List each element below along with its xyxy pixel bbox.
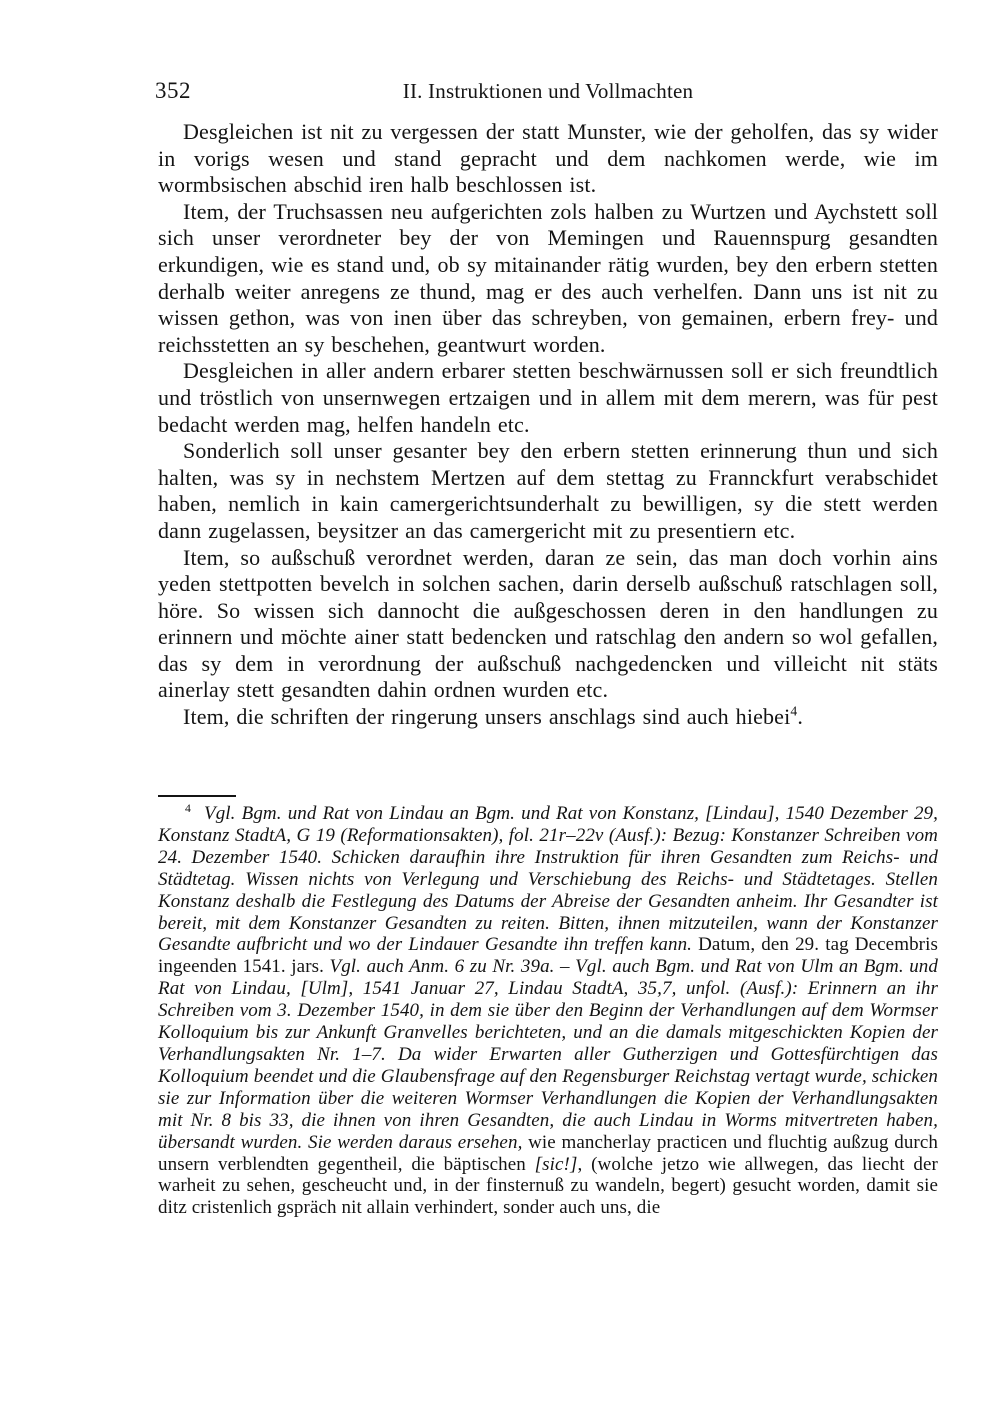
footnote-body: Vgl. Bgm. und Rat von Lindau an Bgm. und Rat von Konstanz, [Lindau], 1540 Dezember 29, Konstanz StadtA, G 19 (Reformationsakten), fol. 21r–22v (Ausf.): Bezug: Konstanzer Schreiben vom 24. Dezember 1540. Schicken daraufhin ihre Instruktion für ihren Gesandten zum Reichs- und Städtetag. Wissen nichts von Verlegung und Verschiebung des Reichs- und Städtetages. Stellen Konstanz deshalb die Festlegung des Datums der Abreise der Gesandten anheim. Ihr Gesandter ist bereit, mit dem Konstanzer Gesandten zu reiten. Bitten, ihnen mitzuteilen, wann der Konstanzer Gesandte aufbricht und wo der Lindauer Gesandte ihn treffen kann. Datum, den 29. tag Decembris ingeenden 1541. jars. Vgl. auch Anm. 6 zu Nr. 39a. – Vgl. auch Bgm. und Rat von Ulm an Bgm. und Rat von Lindau, [Ulm], 1541 Januar 27, Lindau StadtA, 35,7, unfol. (Ausf.): Erinnern an ihr Schreiben vom 3. Dezember 1540, in dem sie über den Beginn der Verhandlungen auf dem Wormser Kolloquium bis zur Ankunft Granvelles berichteten, und an die damals mitgeschickten Kopien der Verhandlungsakten Nr. 1–7. Da wider Erwarten aller Gutherzigen und Gottesfürchtigen das Kolloquium beendet und die Glaubensfrage auf den Regensburger Reichstag vertagt wurde, schicken sie zur Information über die weiteren Wormser Verhandlungen die Kopien der Verhandlungsakten mit Nr. 8 bis 33, die ihnen von ihren Gesandten, die auch Lindau in Worms mitvertreten haben, übersandt wurden. Sie werden daraus ersehen, wie mancherlay practicen und fluchtig außzug durch unsern verblendten gegentheil, die bäptischen [sic!], (wolche jetzo wie allwegen, das liecht der warheit zu sehen, gescheucht und, in der finsternuß zu wandeln, begert) gesucht worden, damit sie ditz cristenlich gspräch nit allain verhindert, sonder auch uns, die (158, 803, 938, 1219)
main-text-block (158, 119, 938, 731)
body-paragraph-3: Desgleichen in aller andern erbarer stetten beschwärnussen soll er sich freundtlich und tröstlich von unsernwegen ertzaigen und in allem mit dem merern, was für pest bedacht werden mag, helfen handeln etc. (158, 358, 938, 437)
footnote-block (158, 803, 938, 1219)
running-title: II. Instruktionen und Vollmachten (402, 79, 694, 103)
body-paragraph-1: Desgleichen ist nit zu vergessen der statt Munster, wie der geholfen, das sy wider in vorigs wesen und stand gepracht und dem nachkomen werde, wie im wormbsischen abschid iren halb beschlossen ist. (158, 119, 938, 198)
body-paragraph-6: Item, die schriften der ringerung unsers anschlags sind auch hiebei$^4$. (183, 703, 803, 730)
footnote-separator-rule (158, 795, 236, 797)
running-header (155, 78, 938, 106)
body-paragraph-4: Sonderlich soll unser gesanter bey den erbern stetten erinnerung thun und sich halten, was sy in nechstem Mertzen auf dem stettag zu Frannckfurt verabschidet haben, nemlich in kain camergerichtsunderhalt zu bewilligen, sy die stett werden dann zugelassen, beysitzer an das camergericht mit zu presentiern etc. (158, 438, 938, 543)
footnote-text (158, 803, 938, 1219)
page-number: 352 (155, 78, 191, 103)
body-paragraph-2: Item, der Truchsassen neu aufgerichten zols halben zu Wurtzen und Aychstett soll sich unser verordneter bey der von Memingen und Rauennspurg gesandten erkundigen, wie es stand und, ob sy mitainander rätig wurden, bey den erbern stetten derhalb weiter anregens ze thund, mag er des auch verhelfen. Dann uns ist nit zu wissen gethon, was von inen über das schreyben, von gemainen, erbern frey- und reichsstetten an sy beschehen, geantwurt worden. (158, 198, 938, 357)
body-paragraph-5: Item, so außschuß verordnet werden, daran ze sein, das man doch vorhin ains yeden stettpotten bevelch in solchen sachen, darin derselb außschuß ratschlagen soll, höre. So wissen sich dannocht die außgeschossen deren in den handlungen zu erinnern und möchte ainer statt bedencken und ratschlag den andern so wol gefallen, das sy dem in verordnung der außschuß nachgedencken und villeicht nit stäts ainerlay stett gesandten dahin ordnen wurden etc. (158, 544, 938, 703)
footnote-marker: 4 (185, 801, 191, 815)
